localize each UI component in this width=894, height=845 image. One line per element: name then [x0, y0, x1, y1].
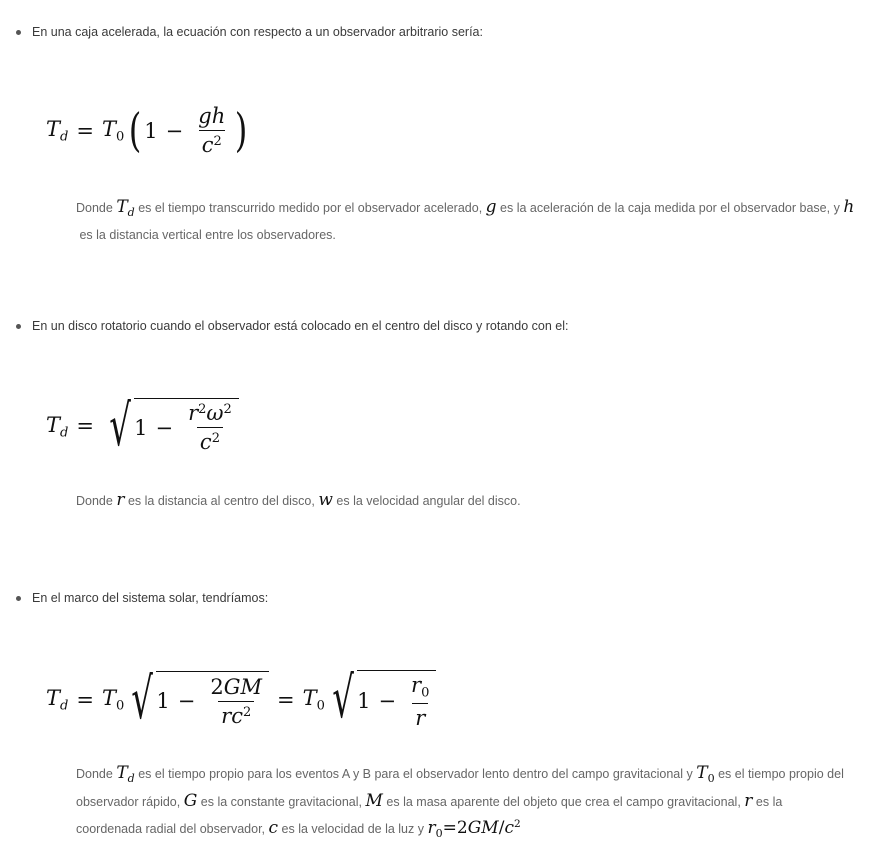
description-paragraph: Donde $T_d$ es el tiempo transcurrido medido por el observador acelerado, g es la aceleración de la caja medida por el observador base, y h es la distancia vertical entre los observadores.	[76, 197, 855, 242]
list-item	[16, 319, 568, 333]
equation-solar-system: $T_d$ = $T_0$ √ 1 − $\frac{2GM}{rc^2}$ = $T_0$ √ 1 − $\frac{r_0}{r}$	[46, 670, 436, 730]
equation-rotating-disk: $T_d$ = √ 1 − $\frac{r^2\omega^2}{c^2}$	[46, 398, 239, 455]
description-paragraph: Donde $T_d$ es el tiempo propio para los eventos A y B para el observador lento dentro del campo gravitacional y $T_0$ es el tiempo propio del observador rápido, G es la constante gravitacional, M es la masa aparente del objeto que crea el campo gravitacional, r es la coordenada radial del observador, c es la velocidad de la luz y $r_0=2GM/c^2$	[76, 763, 844, 840]
list-item	[16, 591, 268, 605]
bullet-icon	[16, 324, 21, 329]
list-item	[16, 25, 483, 39]
bullet-text: En una caja acelerada, la ecuación con respecto a un observador arbitrario sería:	[32, 25, 483, 39]
bullet-text: En un disco rotatorio cuando el observador está colocado en el centro del disco y rotando con el:	[32, 319, 569, 333]
bullet-icon	[16, 30, 21, 35]
equation-accelerated-box: $T_d$ = $T_0$ ( 1 − $\frac{gh}{c^2}$ )	[46, 103, 248, 158]
bullet-icon	[16, 596, 21, 601]
description-paragraph: Donde r es la distancia al centro del disco, w es la velocidad angular del disco.	[76, 490, 521, 510]
bullet-text: En el marco del sistema solar, tendríamos:	[32, 591, 269, 605]
